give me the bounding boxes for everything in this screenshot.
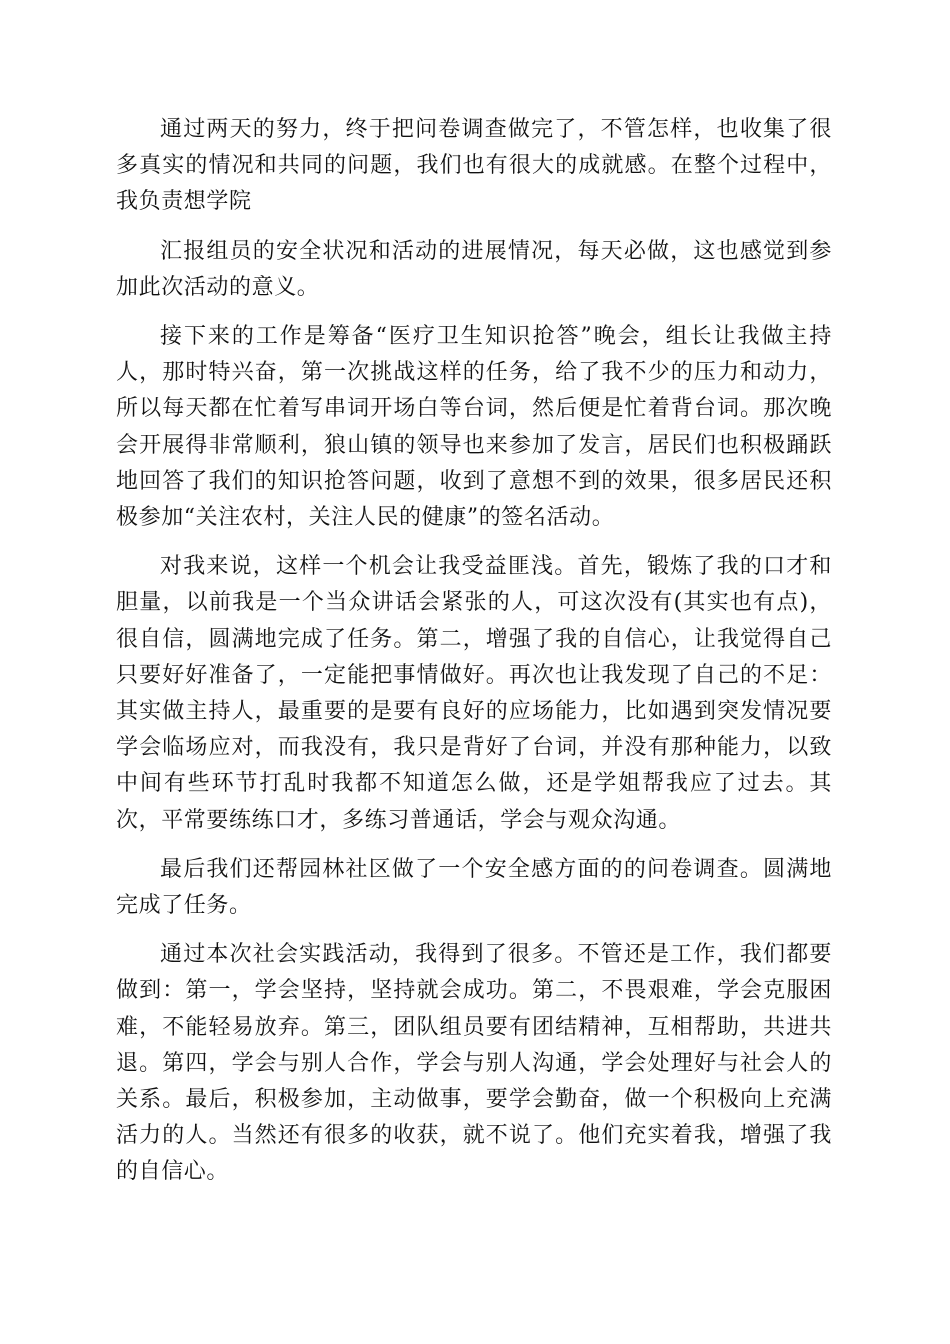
paragraph: 通过本次社会实践活动，我得到了很多。不管还是工作，我们都要做到：第一，学会坚持，坚持就会成功。第二，不畏艰难，学会克服困难，不能轻易放弃。第三，团队组员要有团结精神，互相帮助，共进共退。第四，学会与别人合作，学会与别人沟通，学会处理好与社会人的关系。最后，积极参加，主动做事，要学会勤奋，做一个积极向上充满活力的人。当然还有很多的收获，就不说了。他们充实着我，增强了我的自信心。: [116, 942, 832, 1185]
paragraph: 接下来的工作是筹备“医疗卫生知识抢答”晚会，组长让我做主持人，那时特兴奋，第一次挑战这样的任务，给了我不少的压力和动力，所以每天都在忙着写串词开场白等台词，然后便是忙着背台词。那次晚会开展得非常顺利，狼山镇的领导也来参加了发言，居民们也积极踊跃地回答了我们的知识抢答问题，收到了意想不到的效果，很多居民还积极参加“关注农村，关注人民的健康”的签名活动。: [116, 324, 832, 531]
paragraph: 对我来说，这样一个机会让我受益匪浅。首先，锻炼了我的口才和胆量，以前我是一个当众讲话会紧张的人，可这次没有(其实也有点)，很自信，圆满地完成了任务。第二，增强了我的自信心，让我觉得自己只要好好准备了，一定能把事情做好。再次也让我发现了自己的不足：其实做主持人，最重要的是要有良好的应场能力，比如遇到突发情况要学会临场应对，而我没有，我只是背好了台词，并没有那种能力，以致中间有些环节打乱时我都不知道怎么做，还是学姐帮我应了过去。其次，平常要练练口才，多练习普通话，学会与观众沟通。: [116, 554, 832, 833]
paragraph: 最后我们还帮园林社区做了一个安全感方面的的问卷调查。圆满地完成了任务。: [116, 856, 832, 919]
paragraph: 通过两天的努力，终于把问卷调查做完了，不管怎样，也收集了很多真实的情况和共同的问题，我们也有很大的成就感。在整个过程中，我负责想学院: [116, 117, 832, 215]
paragraph: 汇报组员的安全状况和活动的进展情况，每天必做，这也感觉到参加此次活动的意义。: [116, 238, 832, 300]
document-body: [116, 112, 832, 1204]
